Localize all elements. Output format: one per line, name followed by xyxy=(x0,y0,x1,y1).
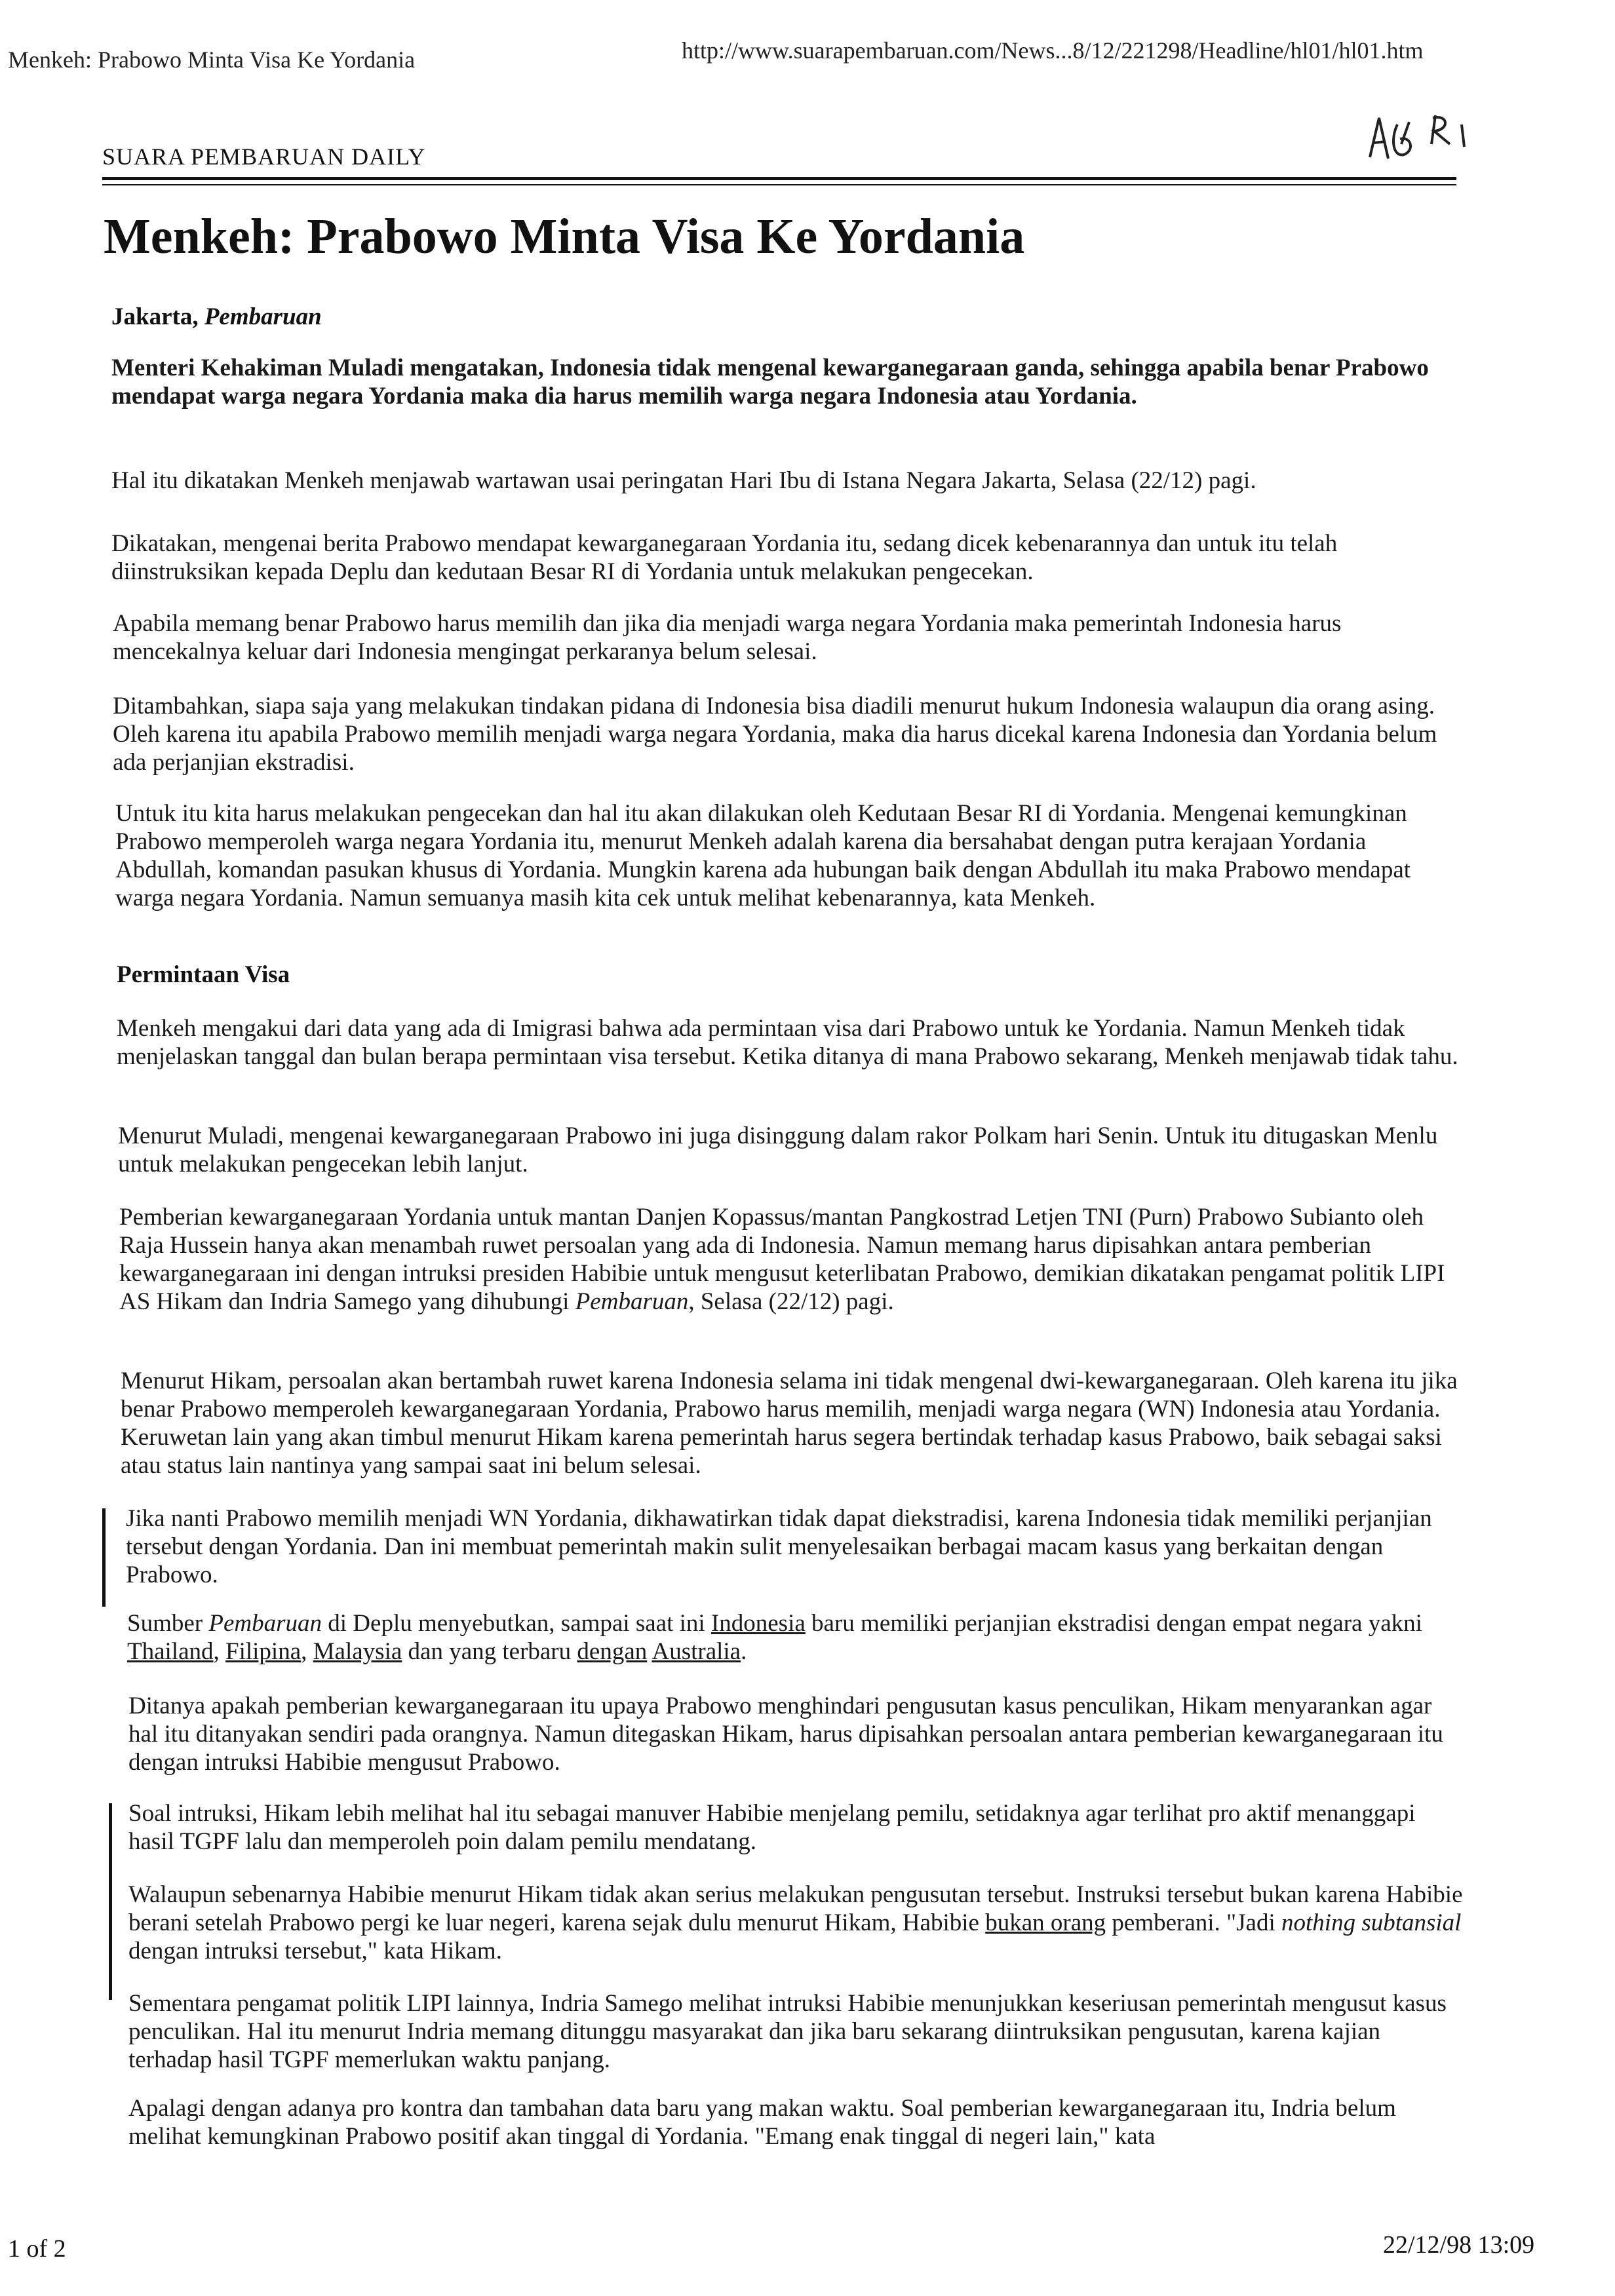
paragraph-5: Untuk itu kita harus melakukan pengecekan dan hal itu akan dilakukan oleh Kedutaan Besar RI di Yordania. Mengenai kemungkinan Prabowo memperoleh warga negara Yordania itu, menurut Menkeh adalah karena dia bersahabat dengan putra kerajaan Yordania Abdullah, komandan pasukan khusus di Yordania. Mungkin karena ada hubungan baik dengan Abdullah itu maka Prabowo mendapat warga negara Yordania. Namun semuanya masih kita cek untuk melihat kebenarannya, kata Menkeh. xyxy=(115,800,1411,911)
paragraph-6: Menkeh mengakui dari data yang ada di Imigrasi bahwa ada permintaan visa dari Prabowo untuk ke Yordania. Namun Menkeh tidak menjelaskan tanggal dan bulan berapa permintaan visa tersebut. Ketika ditanya di mana Prabowo sekarang, Menkeh menjawab tidak tahu. xyxy=(117,1015,1458,1070)
p11-malaysia: Malaysia xyxy=(313,1638,402,1665)
paragraph-12: Ditanya apakah pemberian kewarganegaraan itu upaya Prabowo menghindari pengusutan kasus penculikan, Hikam menyarankan agar hal itu ditanyakan sendiri pada orangnya. Namun ditegaskan Hikam, harus dipisahkan persoalan antara pemberian kewarganegaraan itu dengan intruksi Habibie mengusut Prabowo. xyxy=(128,1693,1443,1776)
p11-filipina: Filipina xyxy=(225,1638,302,1665)
paragraph-4: Ditambahkan, siapa saja yang melakukan tindakan pidana di Indonesia bisa diadili menurut hukum Indonesia walaupun dia orang asing. Oleh karena itu apabila Prabowo memilih menjadi warga negara Yordania, maka dia harus dicekal karena Indonesia dan Yordania belum ada perjanjian ekstradisi. xyxy=(113,693,1437,776)
p11-australia: Australia xyxy=(652,1638,741,1665)
paragraph-11: Sumber Pembaruan di Deplu menyebutkan, sampai saat ini Indonesia baru memiliki perjanjian ekstradisi dengan empat negara yakni Thailand, Filipina, Malaysia dan yang terbaru dengan Australia. xyxy=(127,1610,1422,1665)
paragraph-8 xyxy=(119,1203,1463,1316)
paragraph-2: Dikatakan, mengenai berita Prabowo mendapat kewarganegaraan Yordania itu, sedang dicek kebenarannya dan untuk itu telah diinstruksikan kepada Deplu dan kedutaan Besar RI di Yordania untuk melakukan pengecekan. xyxy=(111,530,1338,585)
p14-b: pemberani. "Jadi xyxy=(1112,1909,1275,1936)
p11-pre: Sumber xyxy=(127,1610,203,1637)
p11-c: dan yang terbaru xyxy=(408,1638,572,1665)
p11-a: di Deplu menyebutkan, sampai saat ini xyxy=(328,1610,705,1637)
paragraph-14 xyxy=(128,1881,1466,1965)
paragraph-9: Menurut Hikam, persoalan akan bertambah ruwet karena Indonesia selama ini tidak mengenal dwi-kewarganegaraan. Oleh karena itu jika benar Prabowo memperoleh kewarganegaraan Yordania, Prabowo harus memilih, menjadi warga negara (WN) Indonesia atau Yordania. Keruwetan lain yang akan timbul menurut Hikam karena pemerintah harus segera bertindak terhadap kasus Prabowo, baik sebagai saksi atau status lain nantinya yang sampai saat ini belum selesai. xyxy=(121,1368,1458,1479)
paragraph-8-text: Pemberian kewarganegaraan Yordania untuk mantan Danjen Kopassus/mantan Pangkostrad Letjen TNI (Purn) Prabowo Subianto oleh Raja Hussein hanya akan menambah ruwet persoalan yang ada di Indonesia. Namun memang harus dipisahkan antara pemberian kewarganegaraan ini dengan intruksi presiden Habibie untuk mengusut keterlibatan Prabowo, demikian dikatakan pengamat politik LIPI AS Hikam dan Indria Samego yang dihubungi xyxy=(119,1204,1445,1315)
paragraph-7: Menurut Muladi, mengenai kewarganegaraan Prabowo ini juga disinggung dalam rakor Polkam hari Senin. Untuk itu ditugaskan Menlu untuk melakukan pengecekan lebih lanjut. xyxy=(118,1122,1438,1177)
dateline-city: Jakarta, xyxy=(111,303,199,330)
paragraph-8-italic: Pembaruan xyxy=(575,1288,689,1315)
margin-bracket-2 xyxy=(109,1803,112,2000)
page-title: Menkeh: Prabowo Minta Visa Ke Yordania xyxy=(104,209,1025,264)
masthead-rule-thin xyxy=(102,184,1456,185)
margin-bracket-1 xyxy=(102,1508,106,1607)
paragraph-1: Hal itu dikatakan Menkeh menjawab wartawan usai peringatan Hari Ibu di Istana Negara Jakarta, Selasa (22/12) pagi. xyxy=(111,467,1256,494)
dateline xyxy=(111,303,322,331)
p14-a: Walaupun sebenarnya Habibie menurut Hikam tidak akan serius melakukan pengusutan tersebut. Instruksi tersebut bukan karena Habibie berani setelah Prabowo pergi ke luar negeri, karena sejak dulu menurut Hikam, Habibie xyxy=(128,1881,1463,1936)
paragraph-15: Sementara pengamat politik LIPI lainnya, Indria Samego melihat intruksi Habibie menunjukkan keseriusan pemerintah mengusut kasus penculikan. Hal itu menurut Indria memang ditunggu masyarakat dan jika baru sekarang diintruksikan pengusutan, karena kajian terhadap hasil TGPF memerlukan waktu panjang. xyxy=(128,1990,1447,2073)
handwritten-initials-mark xyxy=(1363,98,1494,170)
p14-c: dengan intruksi tersebut," kata Hikam. xyxy=(128,1938,502,1964)
p11-italic: Pembaruan xyxy=(208,1610,322,1637)
p11-thailand: Thailand xyxy=(127,1638,214,1665)
print-header-title: Menkeh: Prabowo Minta Visa Ke Yordania xyxy=(8,47,416,73)
p11-indonesia: Indonesia xyxy=(710,1610,806,1637)
paragraph-13: Soal intruksi, Hikam lebih melihat hal itu sebagai manuver Habibie menjelang pemilu, setidaknya agar terlihat pro aktif menanggapi hasil TGPF lalu dan memperoleh poin dalam pemilu mendatang. xyxy=(128,1800,1416,1855)
p11-dengan: dengan xyxy=(577,1638,648,1665)
masthead-rule-thick xyxy=(102,177,1456,180)
masthead: SUARA PEMBARUAN DAILY xyxy=(102,144,426,170)
subheading-permintaan-visa: Permintaan Visa xyxy=(117,961,290,988)
dateline-source: Pembaruan xyxy=(204,303,322,330)
paragraph-16: Apalagi dengan adanya pro kontra dan tambahan data baru yang makan waktu. Soal pemberian kewarganegaraan itu, Indria belum melihat kemungkinan Prabowo positif akan tinggal di Yordania. "Emang enak tinggal di negeri lain," kata xyxy=(128,2095,1396,2150)
lead-paragraph: Menteri Kehakiman Muladi mengatakan, Indonesia tidak mengenal kewarganegaraan ganda, sehingga apabila benar Prabowo mendapat warga negara Yordania maka dia harus memilih warga negara Indonesia atau Yordania. xyxy=(111,354,1429,410)
p14-underlined: bukan orang xyxy=(985,1909,1106,1936)
paragraph-3: Apabila memang benar Prabowo harus memilih dan jika dia menjadi warga negara Yordania maka pemerintah Indonesia harus mencekalnya keluar dari Indonesia mengingat perkaranya belum selesai. xyxy=(113,610,1342,665)
page-number: 1 of 2 xyxy=(8,2235,66,2263)
paragraph-8-end: , Selasa (22/12) pagi. xyxy=(688,1288,894,1315)
print-header-url: http://www.suarapembaruan.com/News...8/12/221298/Headline/hl01/hl01.htm xyxy=(682,37,1424,64)
p14-italic: nothing subtansial xyxy=(1281,1909,1462,1936)
p11-b: baru memiliki perjanjian ekstradisi dengan empat negara yakni xyxy=(811,1610,1422,1637)
paragraph-10: Jika nanti Prabowo memilih menjadi WN Yordania, dikhawatirkan tidak dapat diekstradisi, karena Indonesia tidak memiliki perjanjian tersebut dengan Yordania. Dan ini membuat pemerintah makin sulit menyelesaikan berbagai macam kasus yang berkaitan dengan Prabowo. xyxy=(126,1505,1432,1588)
print-datetime: 22/12/98 13:09 xyxy=(1383,2231,1535,2259)
